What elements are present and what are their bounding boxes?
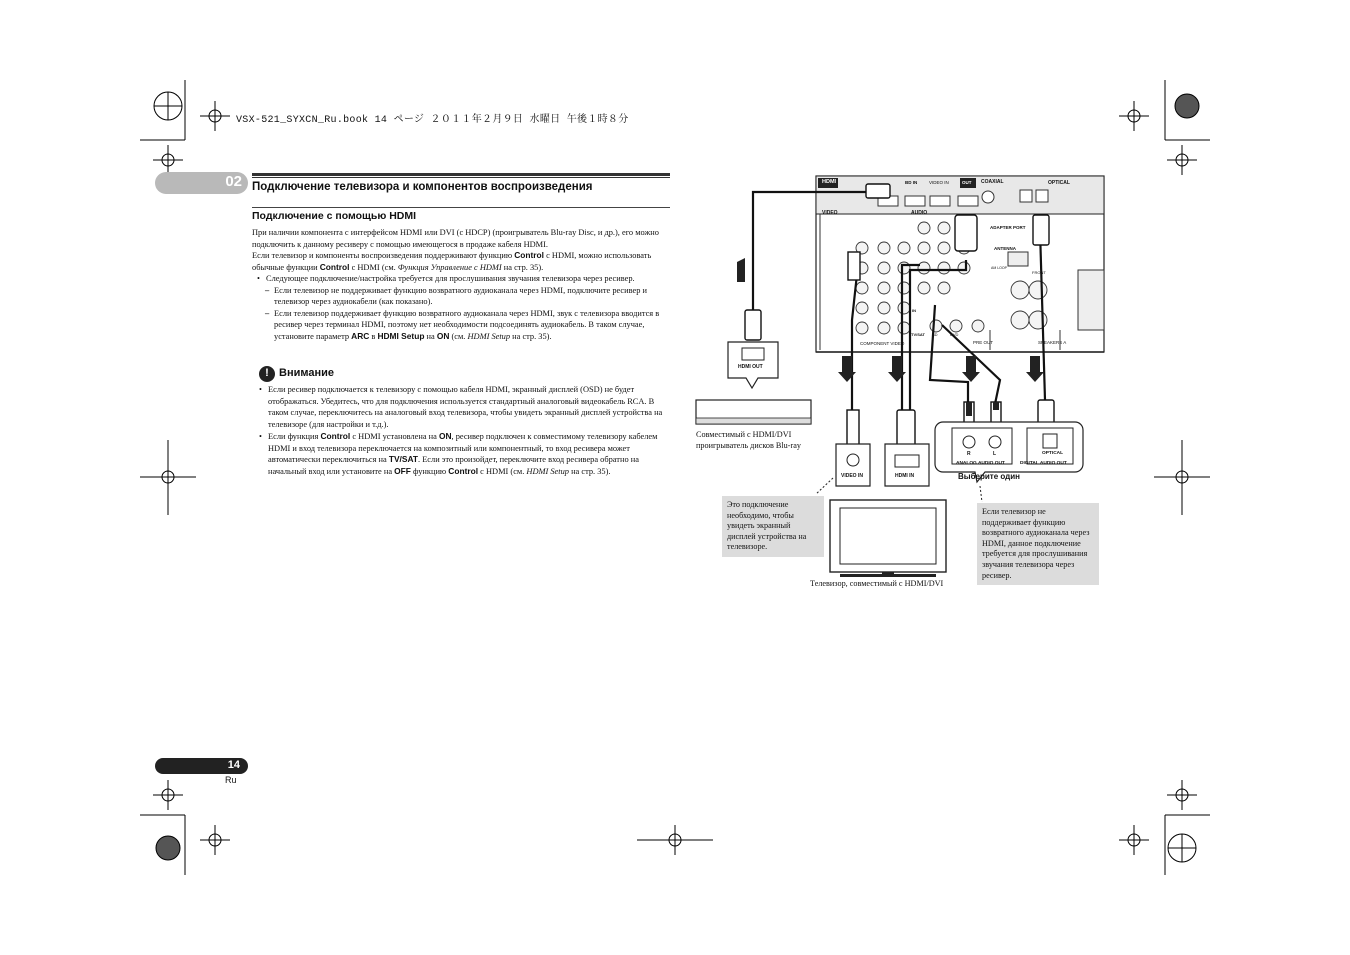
label-out: OUT (962, 180, 972, 185)
page-number-tab (155, 758, 248, 774)
label-dvd: DVD (950, 332, 959, 337)
caution-item: • Если ресивер подключается к телевизору с помощью кабеля HDMI, экранный дисплей (OSD) не будет отображаться. Убедитесь, что для подключения используется стандартный аналоговый видеокабель RCA. В таком случае, переключитесь на аналоговый вход телевизора, чтобы увидеть экранный дисплей устройства на телевизоре (для настройки и т.д.). (259, 384, 670, 430)
hdmi-out-label: HDMI OUT (738, 364, 763, 370)
paragraph-2: Если телевизор и компоненты воспроизведения поддерживают функцию Control с HDMI, можно использовать обычные функции Control с HDMI (см. Функция Управление с HDMI на стр. 35). (252, 250, 652, 272)
note-audio-return: Если телевизор не поддерживает функцию возвратного аудиоканала через HDMI, данное подключение требуется для прослушивания звучания телевизора через ресивер. (977, 503, 1099, 585)
label-hdmi: HDMI (822, 179, 837, 185)
paragraph-1: При наличии компонента с интерфейсом HDMI или DVI (с HDCP) (проигрыватель Blu-ray Disc, и др.), его можно подключить к данному ресиверу с помощью имеющегося в продаже кабеля HDMI. (252, 228, 659, 249)
optical-label: OPTICAL (1042, 451, 1064, 456)
choose-one-label: Выберите один (958, 472, 1021, 481)
bluray-caption: Совместимый с HDMI/DVI проигрыватель дисков Blu-ray (696, 430, 801, 450)
label-speakers-a: SPEAKERS A (1038, 340, 1067, 345)
tv-caption: Телевизор, совместимый с HDMI/DVI (810, 579, 944, 588)
tv-hdmi-in-label: HDMI IN (895, 473, 915, 479)
caution-item: • Если функция Control с HDMI установлена на ON, ресивер подключен к совместимому телевизору кабелем HDMI и вход телевизора переключается на композитный или компонентный, то вход ресивера может автоматически переключиться на TV/SAT. Если это произойдет, переключите вход ресивера обратно на начальный вход или установите на OFF функцию Control с HDMI (см. HDMI Setup на стр. 35). (259, 431, 670, 477)
l-label: L (993, 451, 997, 457)
tv-video-in-label: VIDEO IN (841, 473, 863, 479)
dash-item: – Если телевизор не поддерживает функцию возвратного аудиоканала через HDMI, подключите ресивер и телевизор через аудиокабели (как показано). (252, 285, 670, 308)
label-front: FRONT (1032, 270, 1046, 275)
label-audio: AUDIO (911, 210, 928, 216)
label-bd: BD (932, 332, 938, 337)
page-language: Ru (225, 775, 237, 785)
label-pre-out: PRE OUT (973, 340, 994, 345)
page-number: 14 (227, 759, 240, 771)
caution-title: Внимание (279, 367, 334, 380)
label-bd-in: BD IN (905, 180, 918, 185)
bullet-item: • Следующее подключение/настройка требуется для прослушивания звучания телевизора через ресивер. (252, 273, 670, 285)
digital-audio-out-label: DIGITAL AUDIO OUT (1020, 461, 1067, 466)
chapter-number: 02 (225, 173, 242, 190)
subsection-title: Подключение с помощью HDMI (252, 210, 417, 222)
connection-diagram (690, 170, 1110, 590)
label-optical: OPTICAL (1048, 180, 1070, 186)
section-title: Подключение телевизора и компонентов воспроизведения (252, 181, 593, 193)
label-adapter-port: ADAPTER PORT (990, 225, 1026, 230)
print-line: VSX-521_SYXCN_Ru.book 14 ページ ２０１１年２月９日 水曜日 午後１時８分 (236, 115, 629, 126)
caution-block (259, 366, 670, 478)
label-am-loop: AM LOOP (991, 266, 1007, 270)
caution-icon: ! (259, 366, 275, 382)
section-rule-thin (252, 177, 670, 178)
chapter-tab (155, 172, 248, 194)
r-label: R (967, 451, 971, 457)
analog-audio-out-label: ANALOG AUDIO OUT (956, 461, 1005, 466)
body-text (252, 227, 670, 342)
label-video: VIDEO (822, 210, 838, 216)
label-tv-sat: TV/SAT (911, 332, 925, 337)
label-coaxial: COAXIAL (981, 179, 1004, 185)
section-rule (252, 173, 670, 176)
label-component-video: COMPONENT VIDEO (860, 341, 905, 346)
label-video-in: VIDEO IN (929, 180, 949, 185)
note-osd: Это подключение необходимо, чтобы увидеть экранный дисплей устройства на телевизоре. (722, 496, 824, 557)
label-in: IN (912, 308, 916, 313)
dash-item: – Если телевизор поддерживает функцию возвратного аудиоканала через HDMI, звук с телевизора вводится в ресивер через терминал HDMI, поэтому нет необходимости подсоединять аудиокабель. В таком случае, установите параметр ARC в HDMI Setup на ON (см. HDMI Setup на стр. 35). (252, 308, 670, 343)
subsection-rule (252, 207, 670, 208)
label-antenna: ANTENNA (994, 246, 1016, 251)
